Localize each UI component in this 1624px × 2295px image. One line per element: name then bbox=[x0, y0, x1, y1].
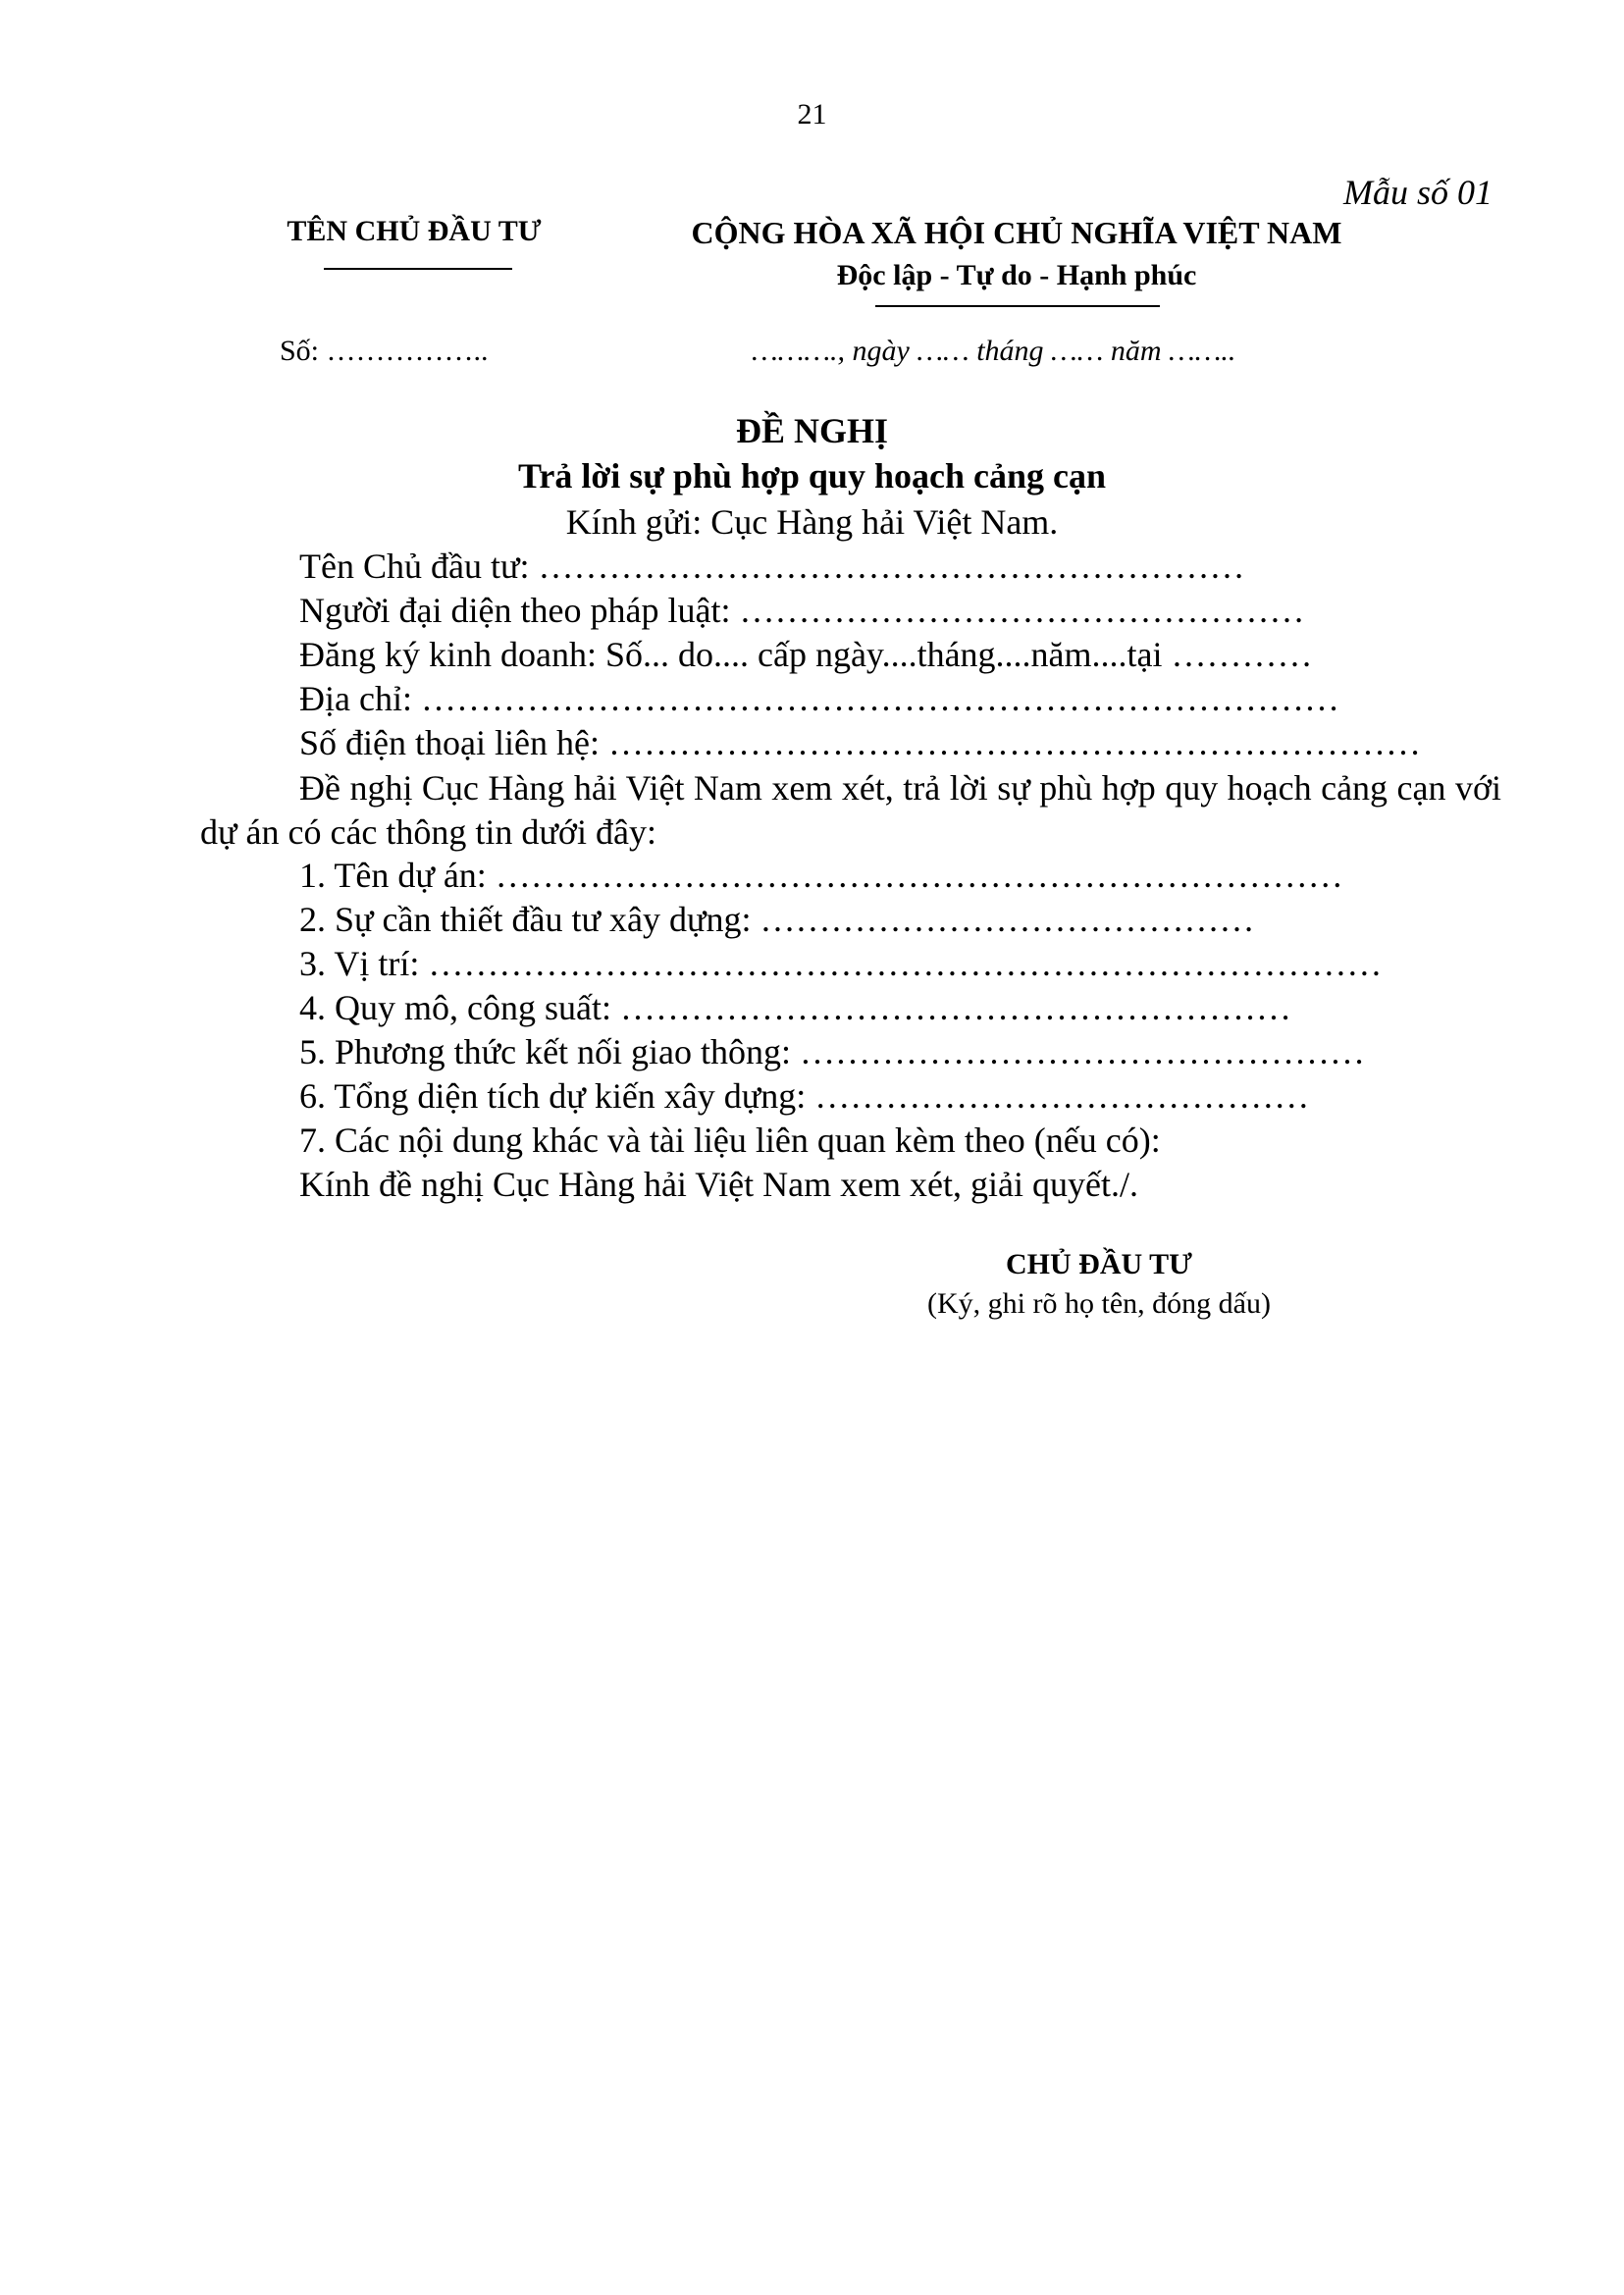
item-location: 3. Vị trí: ……………………………………………………………………… bbox=[299, 944, 1383, 983]
document-title: ĐỀ NGHỊ bbox=[735, 411, 889, 450]
field-investor-name: Tên Chủ đầu tư: …………………………………………………… bbox=[299, 547, 1245, 586]
item-project-name: 1. Tên dự án: ……………………………………………………………… bbox=[299, 856, 1343, 895]
item-investment-necessity: 2. Sự cần thiết đầu tư xây dựng: …………………………………… bbox=[299, 900, 1255, 939]
request-paragraph: Đề nghị Cục Hàng hải Việt Nam xem xét, trả lời sự phù hợp quy hoạch cảng cạn với dự án có các thông tin dưới đây: bbox=[200, 768, 1501, 852]
form-number: Mẫu số 01 bbox=[1343, 173, 1493, 212]
item-scale-capacity: 4. Quy mô, công suất: ………………………………………………… bbox=[299, 988, 1291, 1027]
document-subtitle: Trả lời sự phù hợp quy hoạch cảng cạn bbox=[518, 456, 1106, 496]
national-motto: Độc lập - Tự do - Hạnh phúc bbox=[836, 259, 1197, 291]
signature-note: (Ký, ghi rõ họ tên, đóng dấu) bbox=[927, 1287, 1271, 1320]
investor-name-header: TÊN CHỦ ĐẦU TƯ bbox=[287, 215, 542, 247]
header-left-underline bbox=[324, 268, 512, 270]
page-number: 21 bbox=[797, 98, 827, 130]
signature-title: CHỦ ĐẦU TƯ bbox=[1005, 1248, 1192, 1280]
field-address: Địa chỉ: …………………………………………………………………… bbox=[299, 679, 1339, 718]
field-phone: Số điện thoại liên hệ: …………………………………………………………… bbox=[299, 723, 1421, 762]
national-title: CỘNG HÒA XÃ HỘI CHỦ NGHĨA VIỆT NAM bbox=[691, 215, 1342, 250]
item-other-content: 7. Các nội dung khác và tài liệu liên quan kèm theo (nếu có): bbox=[299, 1121, 1161, 1160]
item-traffic-connection: 5. Phương thức kết nối giao thông: ………………………………………… bbox=[299, 1032, 1366, 1071]
field-business-registration: Đăng ký kinh doanh: Số... do.... cấp ngày....tháng....năm....tại ………… bbox=[299, 635, 1313, 674]
field-legal-representative: Người đại diện theo pháp luật: ………………………………………… bbox=[299, 591, 1305, 630]
recipient-line: Kính gửi: Cục Hàng hải Việt Nam. bbox=[565, 502, 1059, 542]
closing-line: Kính đề nghị Cục Hàng hải Việt Nam xem xét, giải quyết./. bbox=[299, 1165, 1138, 1204]
document-number: Số: …………….. bbox=[280, 335, 489, 367]
document-date: ………., ngày …… tháng …… năm …….. bbox=[752, 335, 1236, 367]
header-right-underline bbox=[875, 305, 1160, 307]
item-total-area: 6. Tổng diện tích dự kiến xây dựng: …………………………………… bbox=[299, 1076, 1310, 1116]
